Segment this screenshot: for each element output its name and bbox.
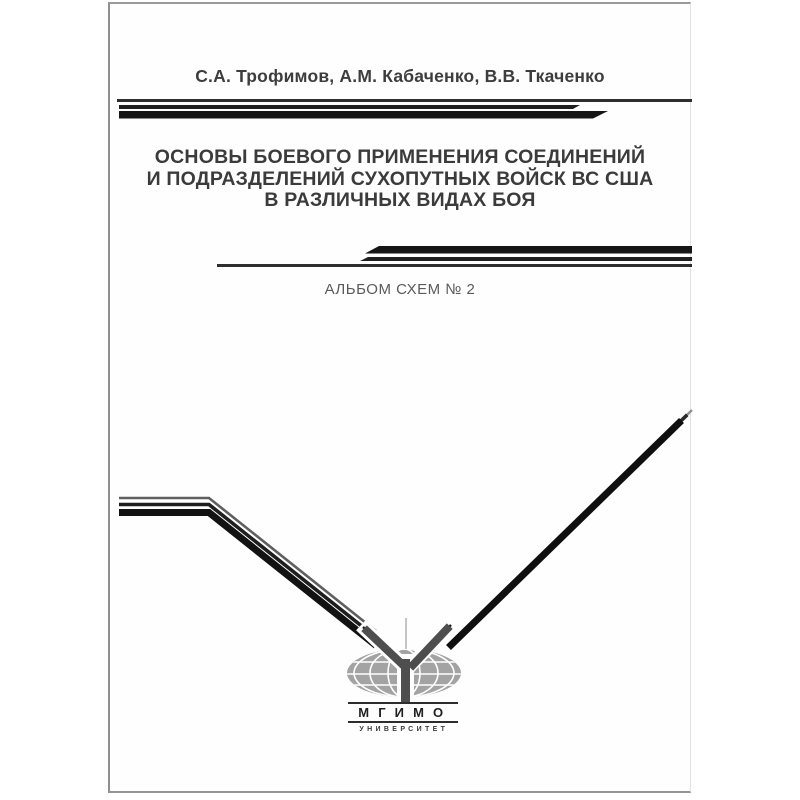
book-title-line-2: И ПОДРАЗДЕЛЕНИЙ СУХОПУТНЫХ ВОЙСК ВС США xyxy=(146,167,654,190)
book-title-line-3: В РАЗЛИЧНЫХ ВИДАХ БОЯ xyxy=(264,189,536,211)
book-cover-page xyxy=(108,2,691,793)
book-title-line-1: ОСНОВЫ БОЕВОГО ПРИМЕНЕНИЯ СОЕДИНЕНИЙ xyxy=(154,146,646,168)
right-striped-band xyxy=(449,410,693,648)
cover-artwork xyxy=(110,4,693,795)
authors-line: С.А. Трофимов, А.М. Кабаченко, В.В. Ткаченко xyxy=(195,66,605,86)
left-striped-band xyxy=(119,498,376,646)
publisher-subtitle: УНИВЕРСИТЕТ xyxy=(359,726,449,733)
series-label: АЛЬБОМ СХЕМ № 2 xyxy=(324,281,476,298)
publisher-logo xyxy=(347,702,459,734)
publisher-name: МГИМО xyxy=(358,705,453,720)
